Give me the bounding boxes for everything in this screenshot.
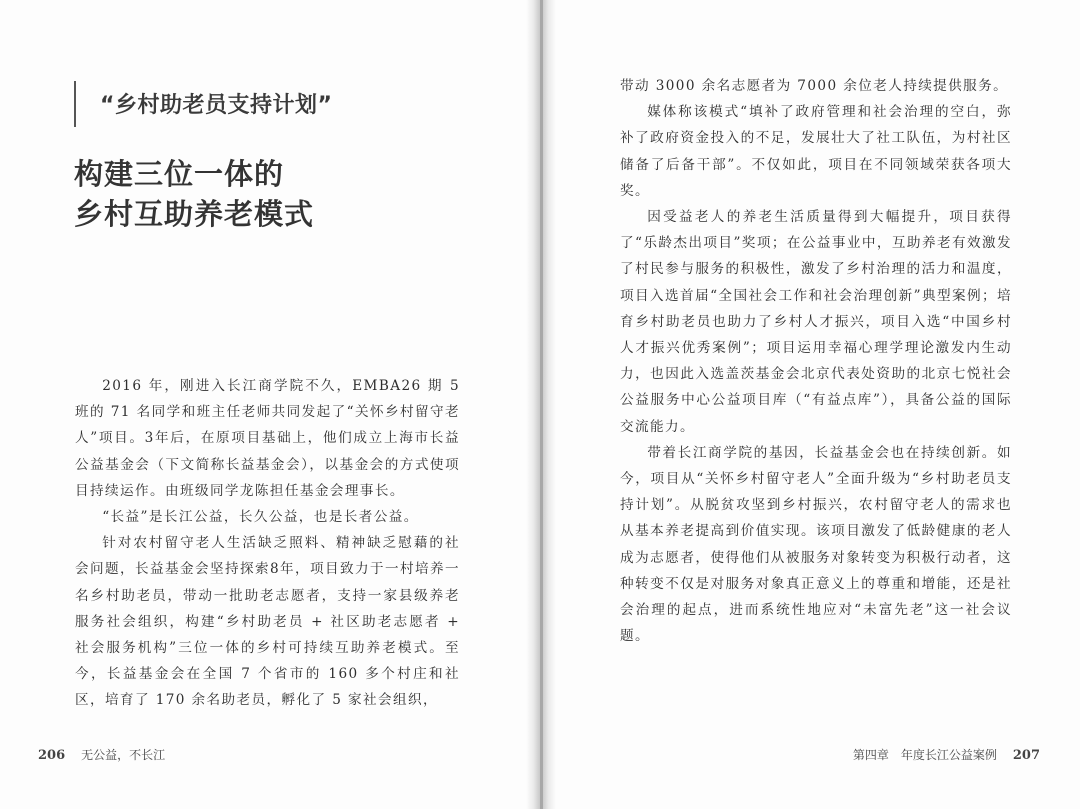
section-label: “乡村助老员支持计划” — [100, 93, 333, 118]
article-title-line-2: 乡村互助养老模式 — [74, 197, 315, 231]
section-marker-bar — [74, 81, 76, 127]
article-title-line-1: 构建三位一体的 — [74, 157, 285, 191]
left-body-text — [75, 373, 460, 714]
paragraph: 媒体称该模式“填补了政府管理和社会治理的空白，弥补了政府资金投入的不足，发展壮大了社工队伍，为村社区储备了后备干部”。不仅如此，项目在不同领域荣获各项大奖。 — [620, 104, 1012, 199]
paragraph: 带着长江商学院的基因，长益基金会也在持续创新。如今，项目从“关怀乡村留守老人”全面升级为“乡村助老员支持计划”。从脱贫攻坚到乡村振兴，农村留守老人的需求也从基本养老提高到价值实现。该项目激发了低龄健康的老人成为志愿者，使得他们从被服务对象转变为积极行动者，这种转变不仅是对服务对象真正意义上的尊重和增能，还是社会治理的起点，进而系统性地应对“未富先老”这一社会议题。 — [620, 444, 1012, 645]
running-head: 第四章 年度长江公益案例 — [852, 748, 997, 762]
paragraph: “长益”是长江公益，长久公益，也是长者公益。 — [102, 509, 419, 526]
right-folio — [853, 746, 1040, 763]
right-body-text — [620, 73, 1012, 649]
paragraph: 2016 年，刚进入长江商学院不久，EMBA26 期 5 班的 71 名同学和班主任老师共同发起了“关怀乡村留守老人”项目。3年后，在原项目基础上，他们成立上海市长益公益基金会（下文简称长益基金会），以基金会的方式使项目持续运作。由班级同学龙陈担任基金会理事长。 — [75, 378, 460, 499]
article-title — [74, 154, 314, 234]
paragraph: 因受益老人的养老生活质量得到大幅提升，项目获得了“乐龄杰出项目”奖项；在公益事业中，互助养老有效激发了村民参与服务的积极性，激发了乡村治理的活力和温度，项目入选首届“全国社会工作和社会治理创新”典型案例；培育乡村助老员也助力了乡村人才振兴，项目入选“中国乡村人才振兴优秀案例”；项目运用幸福心理学理论激发内生动力，也因此入选盖茨基金会北京代表处资助的北京七悦社会公益服务中心公益项目库（“有益点库”），具备公益的国际交流能力。 — [620, 209, 1012, 435]
running-head: 无公益，不长江 — [81, 748, 166, 762]
left-folio — [38, 746, 165, 763]
paragraph: 针对农村留守老人生活缺乏照料、精神缺乏慰藉的社会问题，长益基金会坚持探索8年，项目致力于一村培养一名乡村助老员，带动一批助老志愿者，支持一家县级养老服务社会组织，构建“乡村助老员 + 社区助老志愿者 + 社会服务机构”三位一体的乡村可持续互助养老模式。至今，长益基金会在全国 7 个省市的 160 多个村庄和社区，培育了 170 余名助老员，孵化了 5 家社会组织， — [75, 535, 460, 709]
book-spine-fold — [540, 0, 543, 809]
paragraph-continued: 带动 3000 余名志愿者为 7000 余位老人持续提供服务。 — [620, 78, 1009, 94]
page-number: 207 — [1012, 748, 1040, 763]
page-number: 206 — [38, 748, 66, 763]
